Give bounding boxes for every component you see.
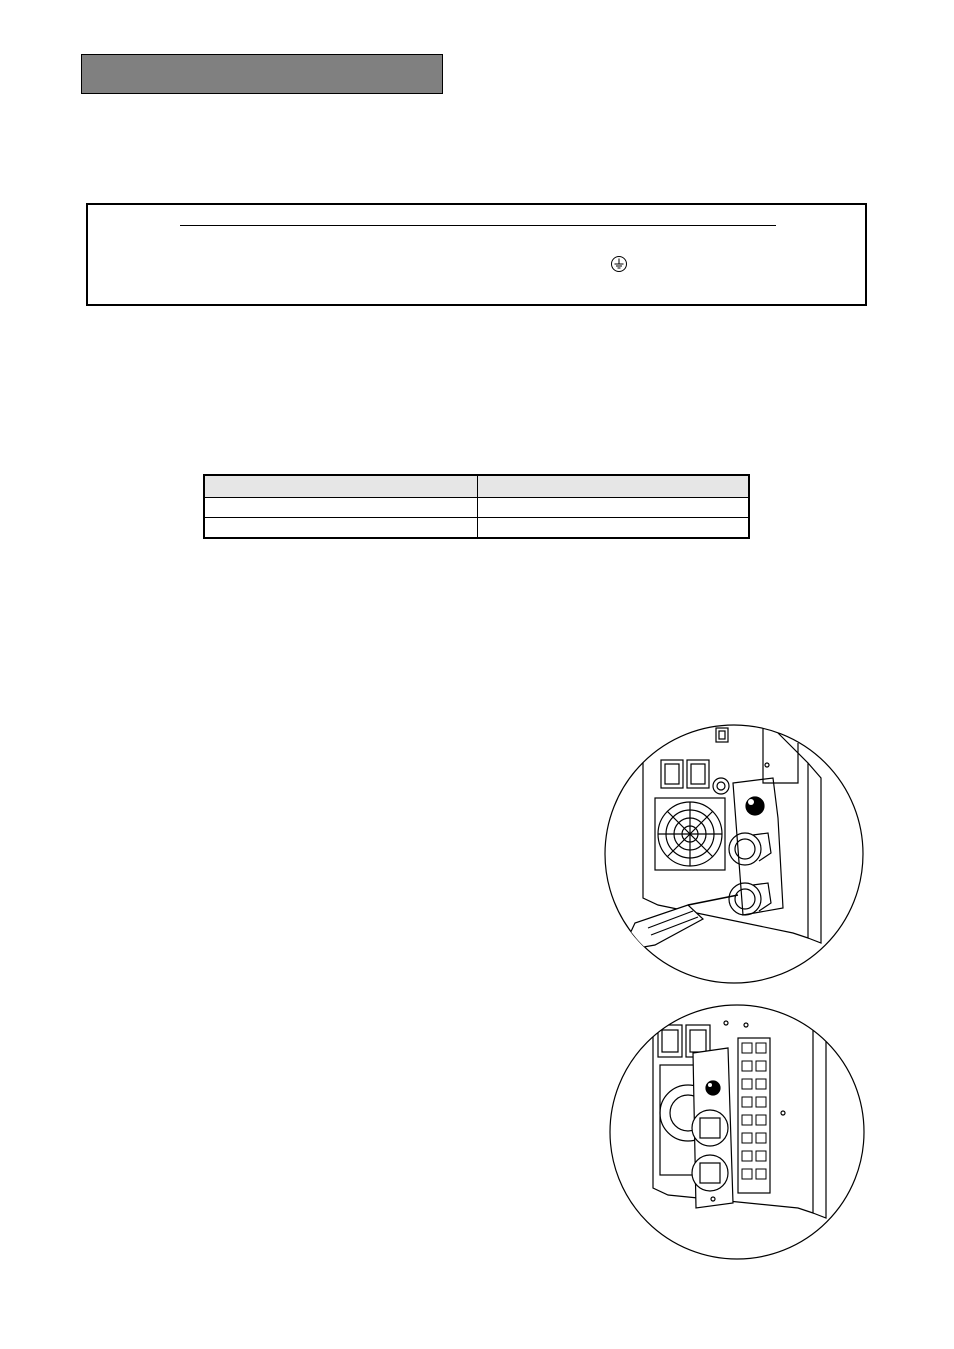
table-header-row (204, 475, 749, 498)
table-header-cell (204, 475, 477, 498)
table-row (204, 498, 749, 518)
notice-box (86, 203, 867, 306)
ground-icon (610, 255, 628, 273)
notice-divider (180, 225, 776, 226)
table-header-cell (477, 475, 749, 498)
section-header-bar (81, 54, 443, 94)
rear-panel-terminal-block-figure (608, 1003, 866, 1261)
table-cell (204, 518, 477, 539)
table-row (204, 518, 749, 539)
rear-panel-cover-removal-figure (603, 723, 865, 985)
table-cell (204, 498, 477, 518)
table-cell (477, 498, 749, 518)
spec-table (203, 474, 750, 539)
table-cell (477, 518, 749, 539)
